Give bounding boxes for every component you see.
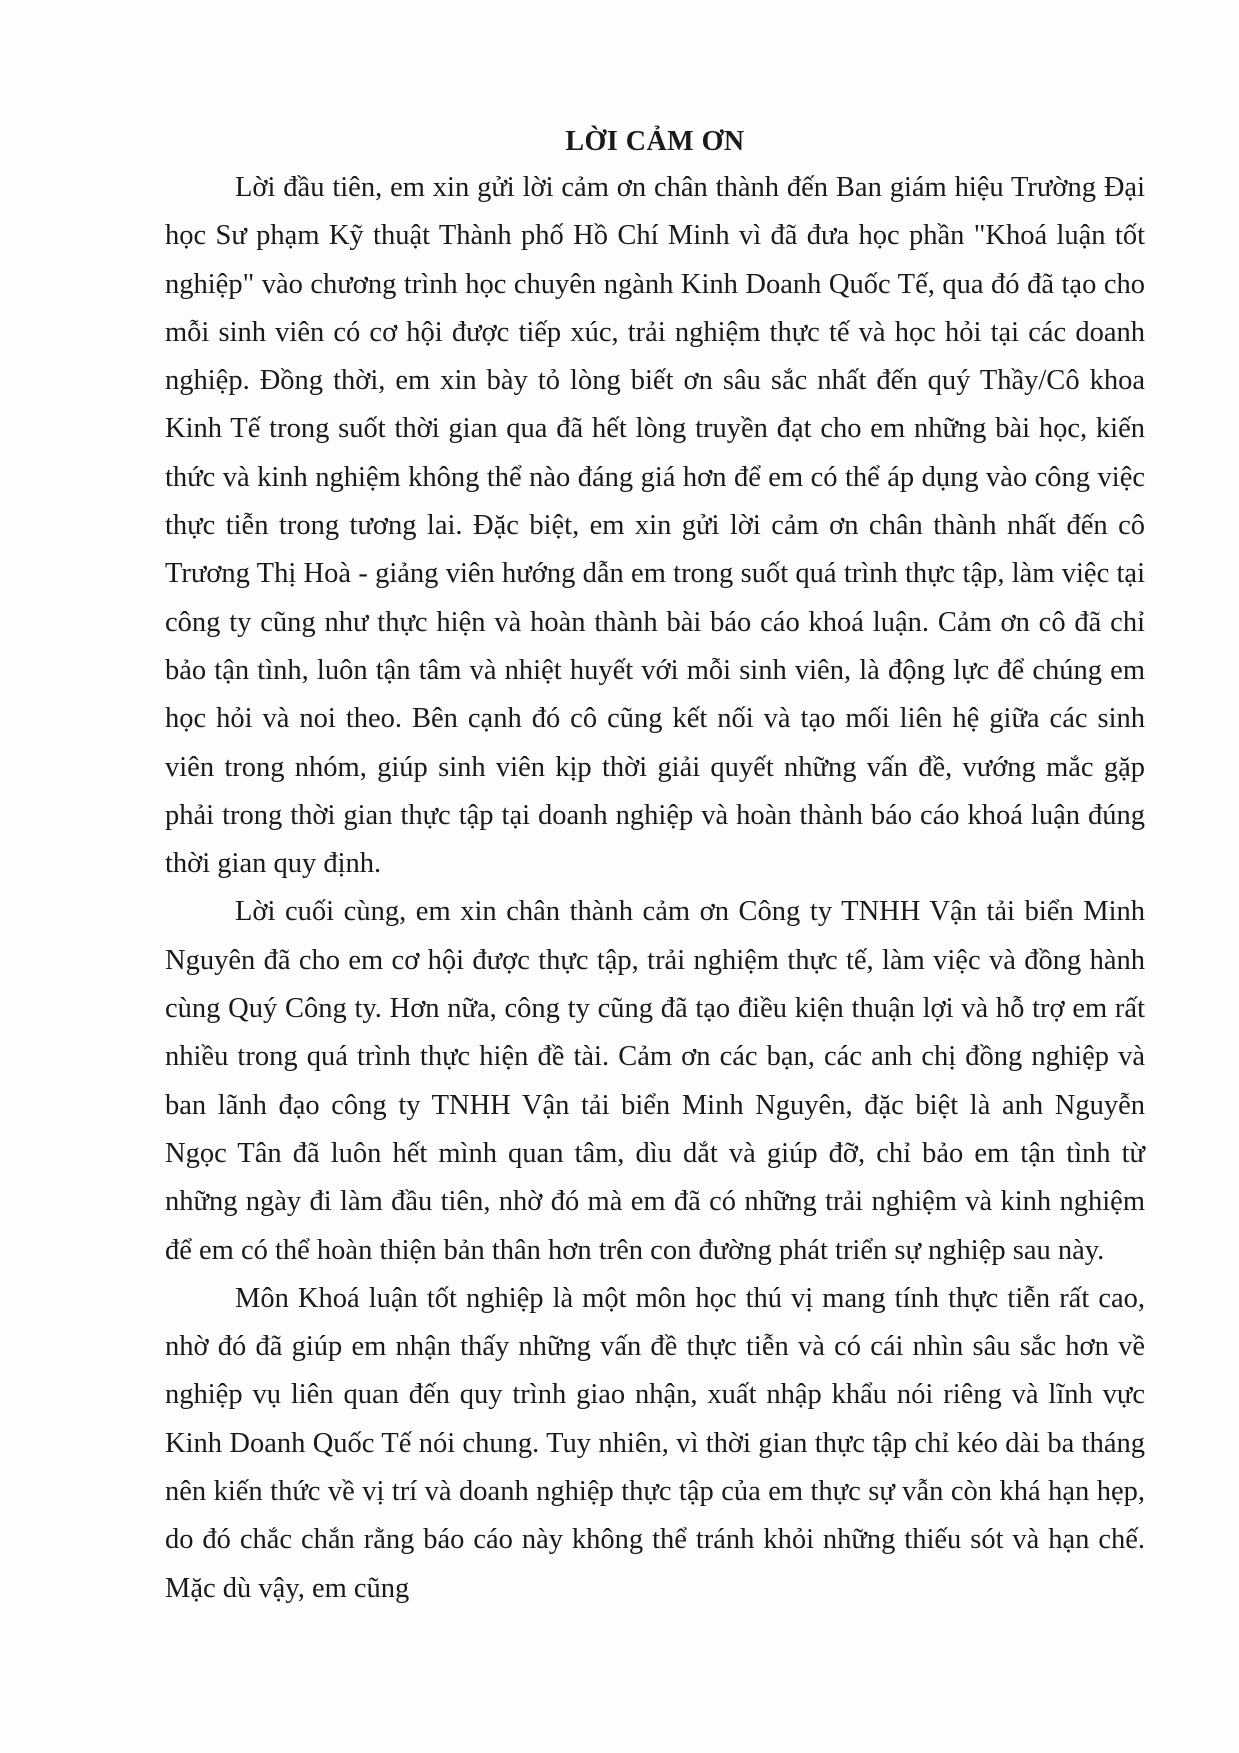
- paragraph-1: Lời đầu tiên, em xin gửi lời cảm ơn chân thành đến Ban giám hiệu Trường Đại học Sư phạm Kỹ thuật Thành phố Hồ Chí Minh vì đã đưa học phần "Khoá luận tốt nghiệp" vào chương trình học chuyên ngành Kinh Doanh Quốc Tế, qua đó đã tạo cho mỗi sinh viên có cơ hội được tiếp xúc, trải nghiệm thực tế và học hỏi tại các doanh nghiệp. Đồng thời, em xin bày tỏ lòng biết ơn sâu sắc nhất đến quý Thầy/Cô khoa Kinh Tế trong suốt thời gian qua đã hết lòng truyền đạt cho em những bài học, kiến thức và kinh nghiệm không thể nào đáng giá hơn để em có thể áp dụng vào công việc thực tiễn trong tương lai. Đặc biệt, em xin gửi lời cảm ơn chân thành nhất đến cô Trương Thị Hoà - giảng viên hướng dẫn em trong suốt quá trình thực tập, làm việc tại công ty cũng như thực hiện và hoàn thành bài báo cáo khoá luận. Cảm ơn cô đã chỉ bảo tận tình, luôn tận tâm và nhiệt huyết với mỗi sinh viên, là động lực để chúng em học hỏi và noi theo. Bên cạnh đó cô cũng kết nối và tạo mối liên hệ giữa các sinh viên trong nhóm, giúp sinh viên kịp thời giải quyết những vấn đề, vướng mắc gặp phải trong thời gian thực tập tại doanh nghiệp và hoàn thành báo cáo khoá luận đúng thời gian quy định.: [165, 172, 1145, 880]
- document-body: [165, 122, 1145, 1613]
- paragraph-2: Lời cuối cùng, em xin chân thành cảm ơn Công ty TNHH Vận tải biển Minh Nguyên đã cho em cơ hội được thực tập, trải nghiệm thực tế, làm việc và đồng hành cùng Quý Công ty. Hơn nữa, công ty cũng đã tạo điều kiện thuận lợi và hỗ trợ em rất nhiều trong quá trình thực hiện đề tài. Cảm ơn các bạn, các anh chị đồng nghiệp và ban lãnh đạo công ty TNHH Vận tải biển Minh Nguyên, đặc biệt là anh Nguyễn Ngọc Tân đã luôn hết mình quan tâm, dìu dắt và giúp đỡ, chỉ bảo em tận tình từ những ngày đi làm đầu tiên, nhờ đó mà em đã có những trải nghiệm và kinh nghiệm để em có thể hoàn thiện bản thân hơn trên con đường phát triển sự nghiệp sau này.: [165, 896, 1145, 1266]
- paragraph-3: Môn Khoá luận tốt nghiệp là một môn học thú vị mang tính thực tiễn rất cao, nhờ đó đã giúp em nhận thấy những vấn đề thực tiễn và có cái nhìn sâu sắc hơn về nghiệp vụ liên quan đến quy trình giao nhận, xuất nhập khẩu nói riêng và lĩnh vực Kinh Doanh Quốc Tế nói chung. Tuy nhiên, vì thời gian thực tập chỉ kéo dài ba tháng nên kiến thức về vị trí và doanh nghiệp thực tập của em thực sự vẫn còn khá hạn hẹp, do đó chắc chắn rằng báo cáo này không thể tránh khỏi những thiếu sót và hạn chế. Mặc dù vậy, em cũng: [165, 1282, 1145, 1604]
- page-title: LỜI CẢM ƠN: [565, 126, 745, 157]
